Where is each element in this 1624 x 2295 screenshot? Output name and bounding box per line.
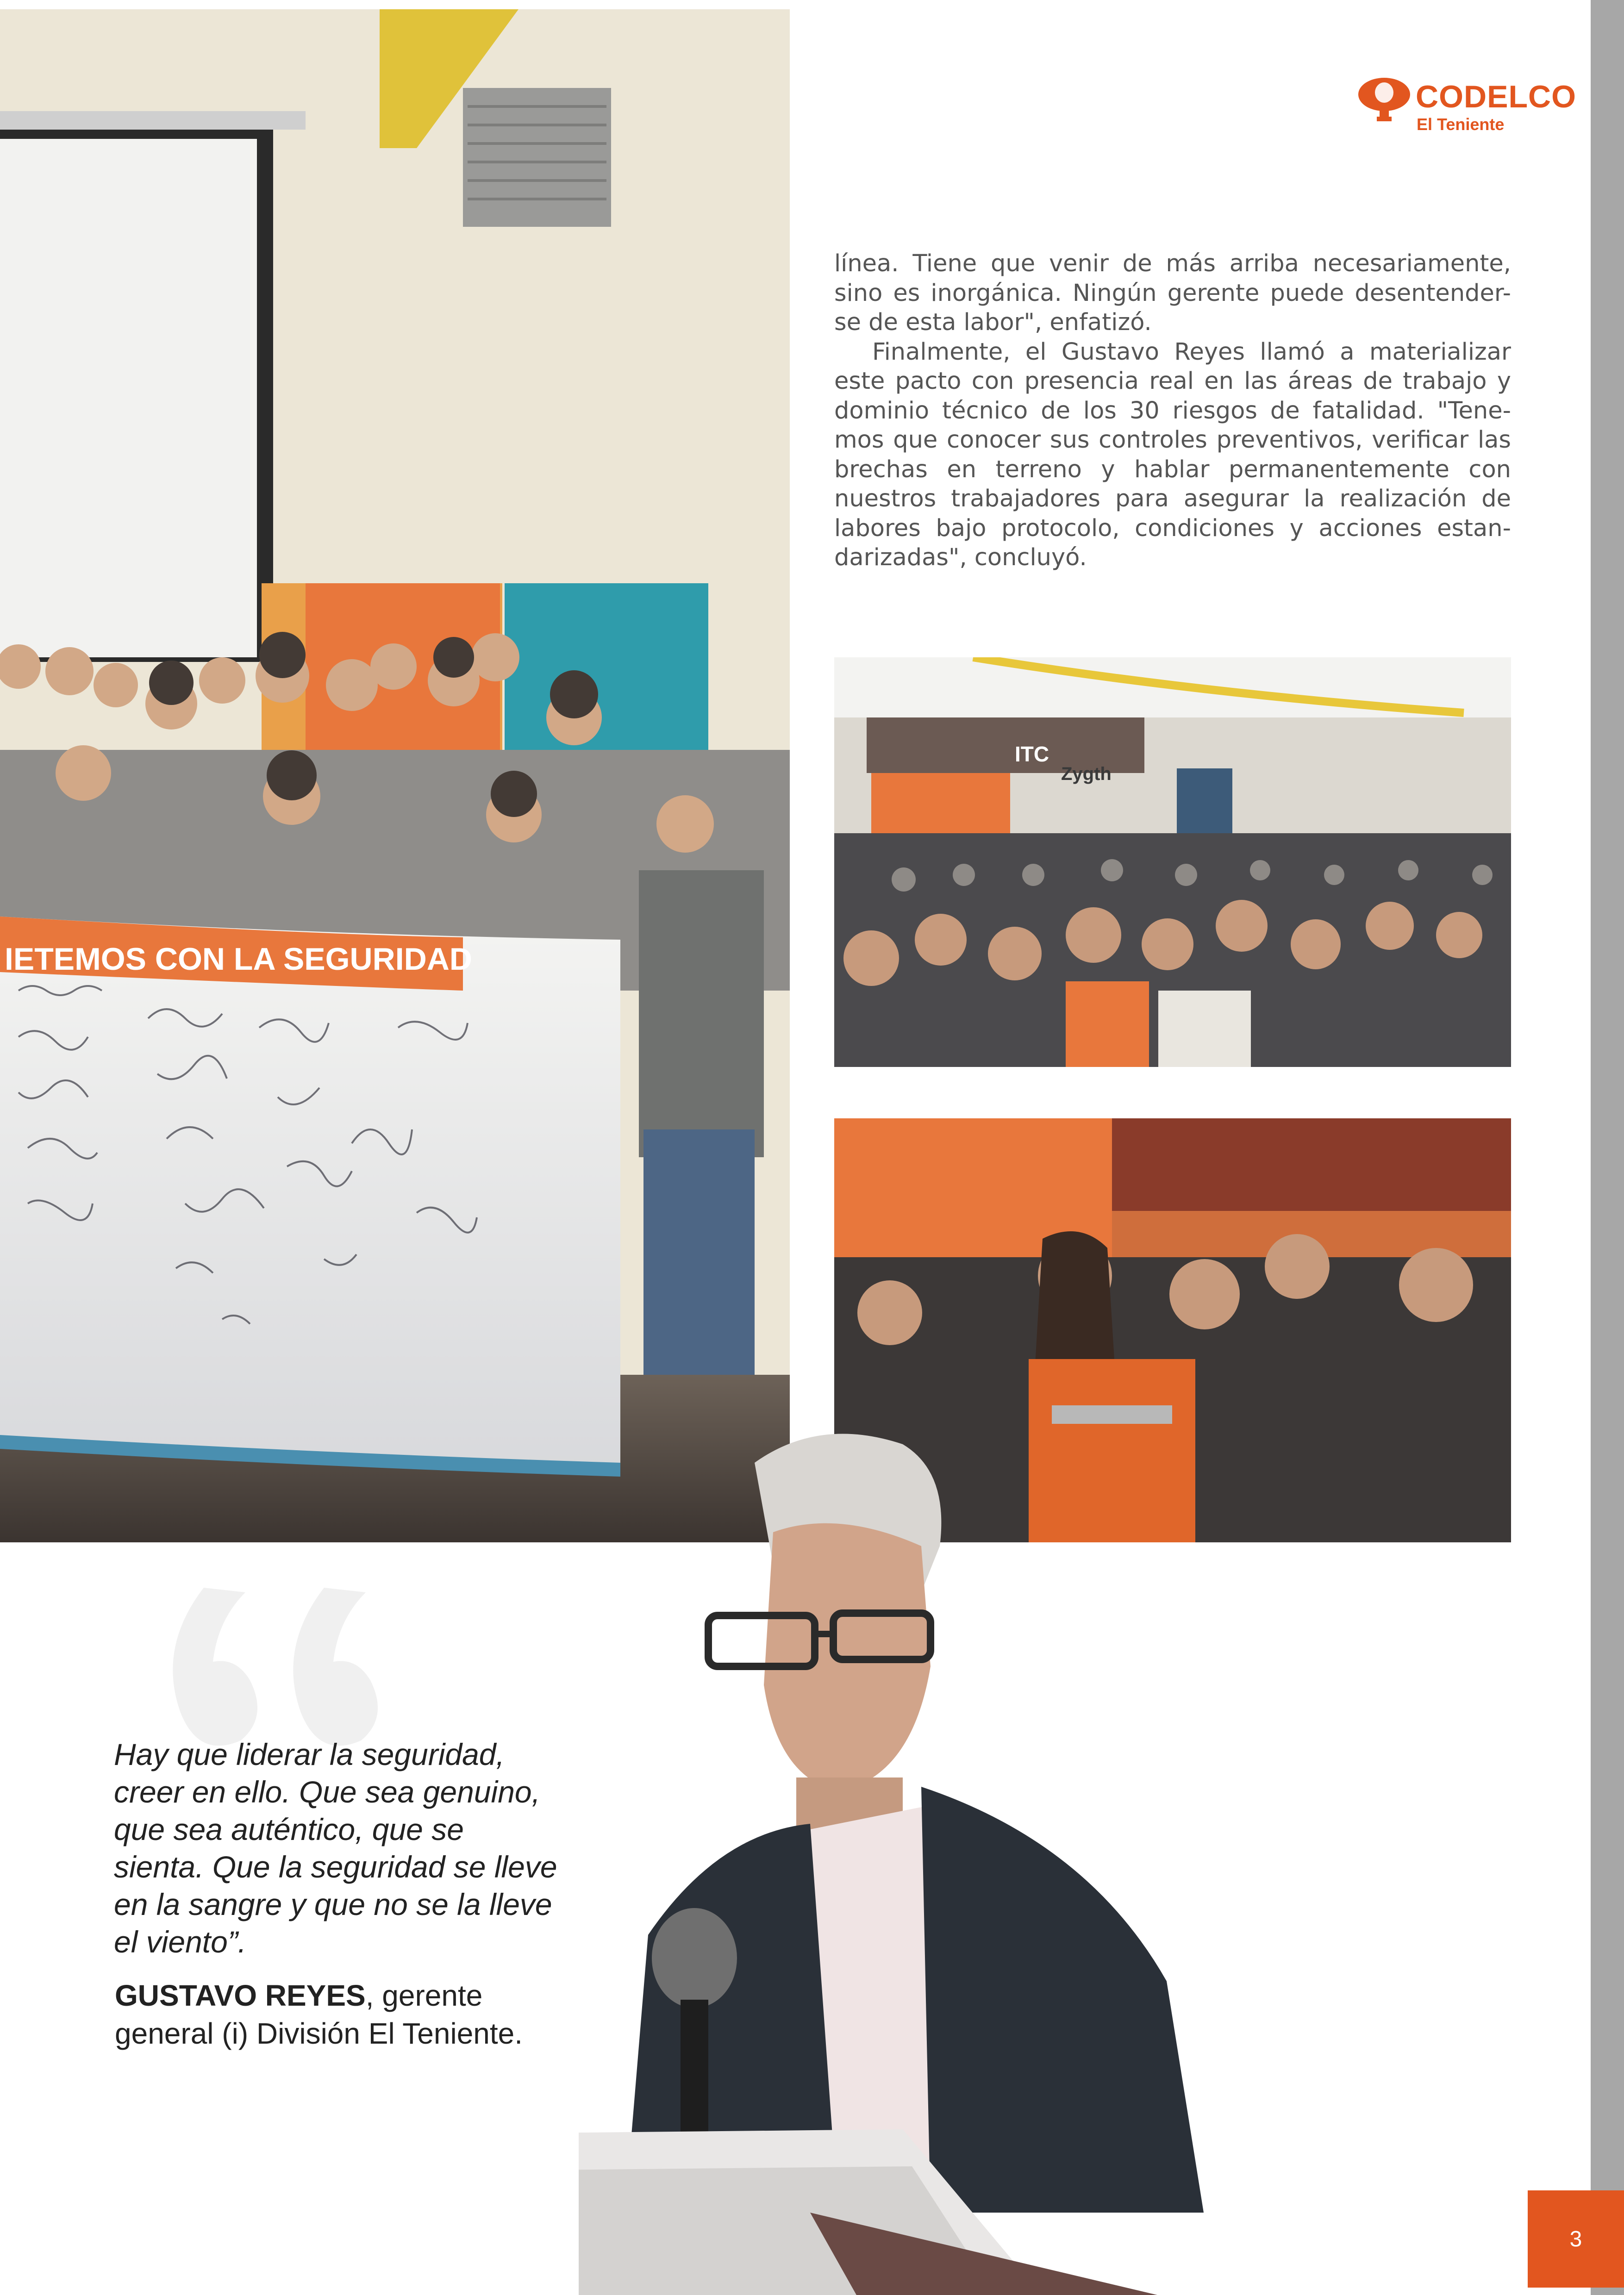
audience-photo [834,657,1511,1067]
quote-author-name: GUSTAVO REYES [115,1979,366,2012]
logo-brand-text: CODELCO [1416,79,1576,114]
pull-quote-attribution [115,1977,578,2052]
pull-quote-text: Hay que liderar la seguridad, creer en ello. Que sea genuino, que sea auténtico, que se sienta. Que la seguridad se lleve en la sangre y que no se la lleve el viento”. [114,1737,557,1959]
body-paragraph: Finalmente, el Gustavo Reyes llamó a materializar este pacto con presencia real en las áreas de trabajo y dominio técnico de los 30 riesgos de fatalidad. "Tene-mos que conocer sus controles preventivos, verificar las brechas en terreno y hablar permanentemente con nuestros trabajadores para asegurar la realización de labores bajo protocolo, condiciones y acciones estan-darizadas", concluyó. [834,338,1511,571]
codelco-logo-icon [1356,76,1412,127]
right-edge-band [1591,0,1624,2295]
quote-author-role: , gerente general (i) División El Teniente. [115,1979,523,2050]
group-photo [0,9,790,1542]
body-paragraph: línea. Tiene que venir de más arriba necesariamente, sino es inorgánica. Ningún gerente puede desentender-se de esta labor", enfatizó. [834,250,1511,336]
speaker-photo [579,1426,1343,2295]
group-photo-illustration [0,9,790,1542]
codelco-logo [1356,74,1576,139]
logo-subtitle-text: El Teniente [1417,115,1505,134]
article-body [834,249,1511,573]
page-number: 3 [1528,2190,1624,2288]
banner-text: IETEMOS CON LA SEGURIDAD [5,942,472,977]
audience-photo-illustration [834,657,1511,1067]
wall-sign-right: Zygth [1061,764,1112,784]
speaker-photo-illustration [579,1426,1343,2295]
wall-sign-left: ITC [1015,742,1049,766]
